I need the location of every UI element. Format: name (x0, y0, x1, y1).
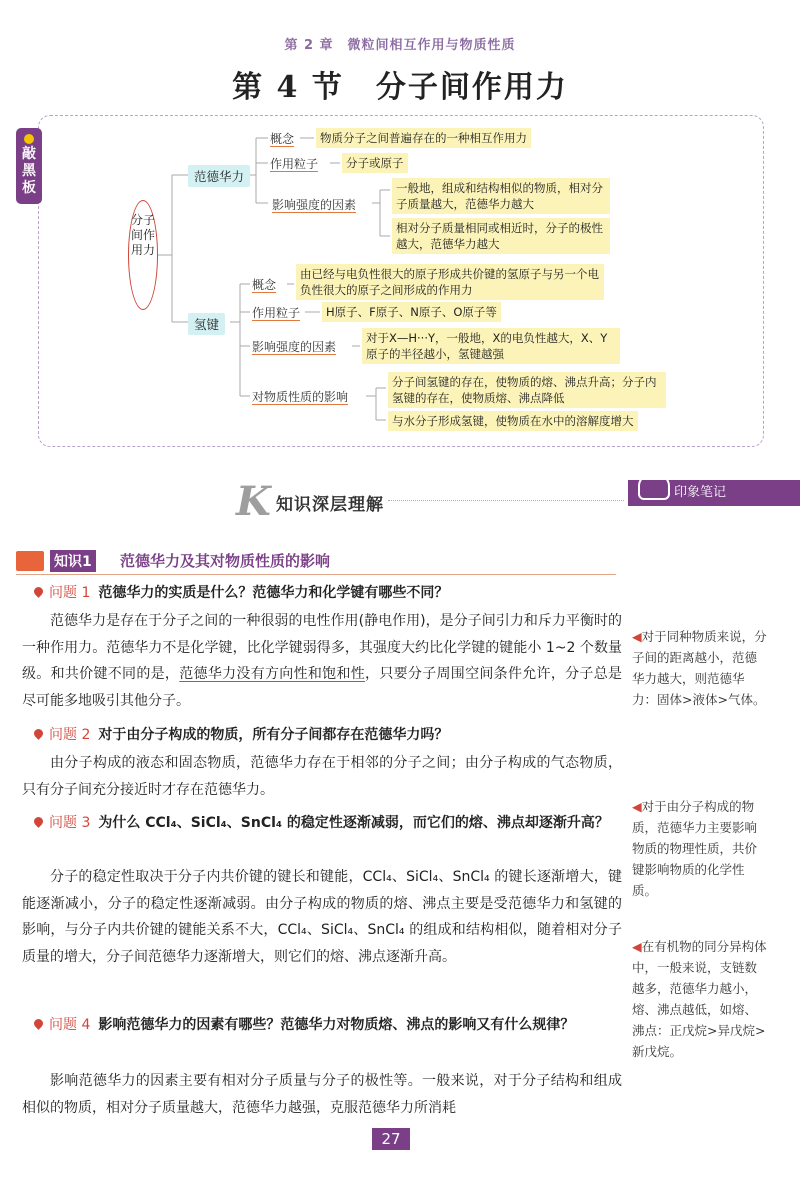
tab-label: 敲黑板 (22, 146, 36, 196)
question-3: 问题 3 为什么 CCl₄、SiCl₄、SnCl₄ 的稳定性逐渐减弱，而它们的熔、沸点却逐渐升高？ (34, 810, 624, 836)
vdw-particle-label: 作用粒子 (270, 157, 319, 171)
section-title: 知识深层理解 (276, 495, 384, 515)
banner-divider (388, 500, 624, 501)
vdw-concept-text: 物质分子之间普遍存在的一种相互作用力 (316, 128, 531, 148)
notes-header (628, 480, 800, 506)
hb-effect-2: 与水分子形成氢键，使物质在水中的溶解度增大 (388, 411, 638, 431)
knowledge-tag: 知识1 (50, 550, 96, 572)
question-4: 问题 4 影响范德华力的因素有哪些？范德华力对物质熔、沸点的影响又有什么规律？ (34, 1012, 624, 1038)
hb-concept-label: 概念 (252, 278, 277, 292)
answer-3: 分子的稳定性取决于分子内共价键的键长和键能，CCl₄、SiCl₄、SnCl₄ 的键长逐渐增大，键能逐渐减小，分子的稳定性逐渐减弱。由分子构成的物质的熔、沸点主要是受范德华力和氢键的影响，与分子内共价键的键能关系不大，CCl₄、SiCl₄、SnCl₄ 的组成和结构相似，随着相对分子质量的增大，分子间范德华力逐渐增大，则它们的熔、沸点逐渐升高。 (22, 869, 622, 965)
side-note-3: ◀在有机物的同分异构体中，一般来说，支链数越多，范德华力越小，熔、沸点越低，如熔、沸点：正戊烷>异戊烷>新戊烷。 (632, 939, 767, 1059)
vdw-node: 范德华力 (188, 165, 250, 187)
vdw-strength-label: 影响强度的因素 (272, 198, 357, 212)
hb-particle-label: 作用粒子 (252, 306, 301, 320)
knowledge-title: 范德华力及其对物质性质的影响 (120, 552, 331, 570)
map-root: 分子间作用力 (128, 200, 158, 310)
answer-1: 范德华力是存在于分子之间的一种很弱的电性作用(静电作用)，是分子间引力和斥力平衡时的一种作用力。范德华力不是化学键，比化学键弱得多，其强度大约比化学键的键能小 1~2 个数量级。和共价键不同的是，范德华力没有方向性和饱和性，只要分子周围空间条件允许，分子总是尽可能多地吸引其他分子。 (22, 613, 623, 709)
book-icon (16, 551, 44, 571)
question-1: 问题 1 范德华力的实质是什么？范德华力和化学键有哪些不同？ (34, 580, 624, 606)
hb-effect-1: 分子间氢键的存在，使物质的熔、沸点升高；分子内氢键的存在，使物质熔、沸点降低 (388, 372, 666, 408)
question-2: 问题 2 对于由分子构成的物质，所有分子间都存在范德华力吗？ (34, 722, 624, 748)
hb-strength-label: 影响强度的因素 (252, 340, 337, 354)
answer-2: 由分子构成的液态和固态物质，范德华力存在于相邻的分子之间；由分子构成的气态物质，只有分子间充分接近时才存在范德华力。 (22, 755, 622, 798)
side-note-1: ◀对于同种物质来说，分子间的距离越小，范德华力越大，则范德华力：固体>液体>气体。 (632, 629, 767, 707)
vdw-strength-1: 一般地，组成和结构相似的物质，相对分子质量越大，范德华力越大 (392, 178, 610, 214)
page-number: 27 (372, 1128, 410, 1150)
hb-particle-text: H原子、F原子、N原子、O原子等 (322, 302, 501, 322)
elephant-icon (638, 474, 670, 500)
side-note-2: ◀对于由分子构成的物质，范德华力主要影响物质的物理性质，共价键影响物质的化学性质。 (632, 799, 758, 898)
section-k-letter: K (236, 478, 271, 525)
knowledge-heading (16, 548, 616, 575)
answer-4: 影响范德华力的因素主要有相对分子质量与分子的极性等。一般来说，对于分子结构和组成相似的物质，相对分子质量越大，范德华力越强，克服范德华力所消耗 (22, 1073, 622, 1116)
hb-effect-label: 对物质性质的影响 (252, 390, 349, 404)
hb-strength-text: 对于X—H···Y，一般地，X的电负性越大，X、Y 原子的半径越小，氢键越强 (362, 328, 620, 364)
page-title: 第 4 节 分子间作用力 (232, 70, 568, 105)
chapter-header: 第 2 章 微粒间相互作用与物质性质 (284, 38, 516, 53)
vdw-concept-label: 概念 (270, 132, 295, 146)
hbond-node: 氢键 (188, 313, 225, 335)
hb-concept-text: 由已经与电负性很大的原子形成共价键的氢原子与另一个电负性很大的原子之间形成的作用力 (296, 264, 604, 300)
notes-title: 印象笔记 (674, 485, 727, 500)
vdw-particle-text: 分子或原子 (342, 153, 408, 173)
vdw-strength-2: 相对分子质量相同或相近时，分子的极性越大，范德华力越大 (392, 218, 610, 254)
